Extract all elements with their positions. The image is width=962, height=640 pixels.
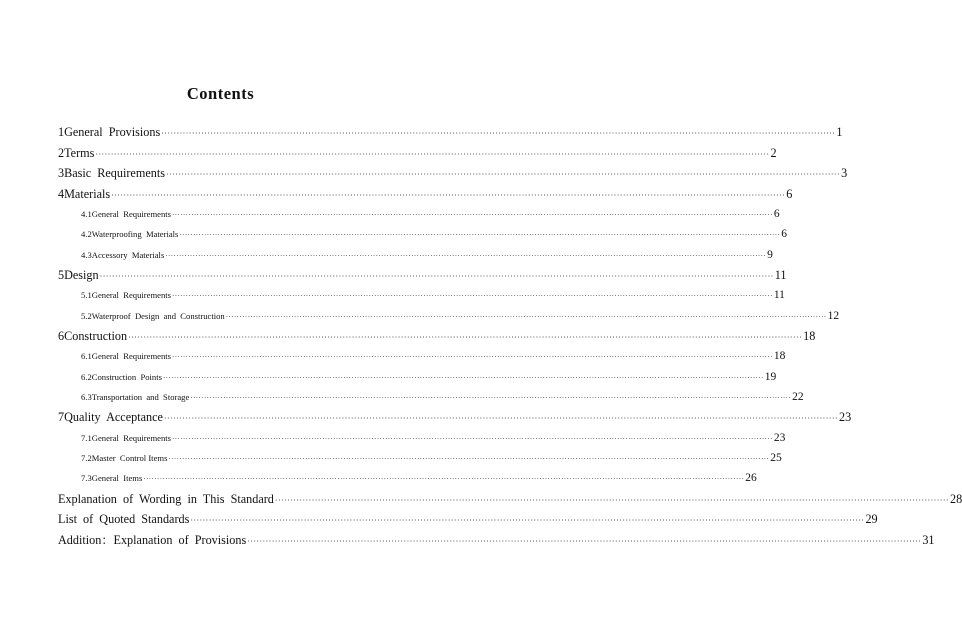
toc-entry-page-number: 2 bbox=[770, 145, 777, 160]
toc-entry-number: 6.1 bbox=[81, 351, 92, 362]
toc-entry-number: 6.2 bbox=[81, 371, 92, 382]
toc-subentry[interactable] bbox=[58, 448, 782, 468]
dot-leader: ···························································································································································································································· bbox=[274, 495, 949, 505]
toc-subentry[interactable] bbox=[58, 245, 773, 265]
toc-entry-page-number: 28 bbox=[949, 491, 962, 506]
dot-leader: ···························································································································································································································· bbox=[225, 312, 827, 321]
toc-entry[interactable] bbox=[58, 407, 852, 428]
toc-subentry[interactable] bbox=[58, 428, 786, 448]
toc-entry-number: 5.1 bbox=[81, 290, 92, 301]
toc-entry-page-number: 22 bbox=[792, 391, 804, 404]
table-of-contents bbox=[58, 122, 962, 550]
dot-leader: ···························································································································································································································· bbox=[128, 332, 803, 342]
dot-leader: ···························································································································································································································· bbox=[161, 129, 836, 138]
toc-entry-number: 4.3 bbox=[81, 249, 92, 260]
toc-entry[interactable] bbox=[58, 509, 878, 530]
toc-entry-label: General Items bbox=[91, 473, 143, 484]
toc-entry-page-number: 29 bbox=[865, 512, 878, 527]
toc-entry-number: 6.3 bbox=[81, 392, 92, 403]
dot-leader: ···························································································································································································································· bbox=[95, 149, 770, 159]
toc-subentry[interactable] bbox=[58, 468, 757, 488]
toc-entry-label: Construction bbox=[64, 328, 128, 343]
toc-subentry[interactable] bbox=[58, 346, 786, 366]
toc-entry-label: Terms bbox=[64, 145, 95, 160]
toc-entry-page-number: 1 bbox=[836, 125, 843, 139]
toc-entry-page-number: 25 bbox=[770, 452, 782, 465]
toc-entry-label: List of Quoted Standards bbox=[58, 512, 190, 527]
toc-entry-number: 5 bbox=[58, 267, 65, 282]
toc-entry[interactable] bbox=[58, 143, 777, 164]
toc-entry-number: 2 bbox=[58, 145, 65, 160]
toc-subentry[interactable] bbox=[58, 387, 804, 407]
dot-leader: ···························································································································································································································· bbox=[162, 373, 764, 382]
toc-entry-label: Materials bbox=[64, 186, 111, 201]
toc-entry-page-number: 11 bbox=[774, 267, 787, 282]
dot-leader: ···························································································································································································································· bbox=[171, 353, 773, 362]
toc-entry-number: 1 bbox=[58, 125, 65, 139]
dot-leader: ···························································································································································································································· bbox=[171, 211, 773, 219]
toc-entry-label: Accessory Materials bbox=[91, 249, 165, 260]
toc-entry-label: General Requirements bbox=[91, 209, 171, 219]
toc-entry[interactable] bbox=[58, 163, 848, 184]
dot-leader: ···························································································································································································································· bbox=[179, 231, 781, 240]
toc-entry-label: Waterproofing Materials bbox=[91, 229, 179, 240]
dot-leader: ···························································································································································································································· bbox=[171, 434, 773, 443]
toc-entry-page-number: 18 bbox=[773, 350, 786, 363]
toc-subentry[interactable] bbox=[58, 306, 840, 326]
toc-entry-page-number: 23 bbox=[839, 410, 852, 425]
dot-leader: ···························································································································································································································· bbox=[165, 170, 841, 179]
dot-leader: ···························································································································································································································· bbox=[143, 475, 745, 484]
toc-entry-number: 7.2 bbox=[81, 453, 92, 464]
toc-subentry[interactable] bbox=[58, 285, 785, 305]
toc-entry-label: Explanation of Wording in This Standard bbox=[58, 491, 274, 506]
dot-leader: ···························································································································································································································· bbox=[163, 414, 838, 424]
toc-entry-label: General Requirements bbox=[91, 432, 171, 443]
dot-leader: ···························································································································································································································· bbox=[165, 251, 767, 260]
toc-entry-page-number: 9 bbox=[767, 248, 773, 261]
toc-entry-page-number: 12 bbox=[827, 309, 840, 322]
toc-entry-number: 7 bbox=[58, 410, 65, 425]
toc-entry-number: 6 bbox=[58, 328, 65, 343]
toc-entry-number: 7.1 bbox=[81, 432, 92, 443]
dot-leader: ···························································································································································································································· bbox=[111, 190, 786, 200]
toc-subentry[interactable] bbox=[58, 224, 787, 244]
toc-entry-number: 4 bbox=[58, 186, 65, 201]
toc-entry-page-number: 6 bbox=[773, 208, 780, 220]
toc-entry-page-number: 3 bbox=[841, 166, 848, 180]
toc-entry-page-number: 6 bbox=[781, 228, 787, 241]
dot-leader: ···························································································································································································································· bbox=[247, 536, 922, 546]
toc-entry-label: Transportation and Storage bbox=[91, 392, 190, 403]
toc-entry-number: 4.2 bbox=[81, 229, 92, 240]
toc-entry[interactable] bbox=[58, 265, 787, 286]
toc-entry-page-number: 11 bbox=[773, 289, 785, 302]
toc-entry-label: Construction Points bbox=[91, 371, 162, 382]
toc-entry[interactable] bbox=[58, 326, 816, 347]
toc-entry[interactable] bbox=[58, 122, 843, 143]
toc-entry-number: 7.3 bbox=[81, 473, 92, 484]
toc-entry-page-number: 31 bbox=[922, 532, 935, 547]
toc-entry-number: 3 bbox=[58, 166, 65, 180]
dot-leader: ···························································································································································································································· bbox=[171, 292, 773, 301]
toc-entry-page-number: 23 bbox=[773, 431, 786, 444]
dot-leader: ···························································································································································································································· bbox=[190, 394, 792, 403]
toc-entry-label: General Requirements bbox=[91, 290, 171, 301]
toc-entry-label: Waterproof Design and Construction bbox=[91, 310, 225, 321]
toc-entry-page-number: 26 bbox=[745, 472, 757, 485]
toc-subentry[interactable] bbox=[58, 367, 777, 387]
toc-entry-number: 4.1 bbox=[81, 209, 92, 219]
toc-entry[interactable] bbox=[58, 489, 962, 510]
dot-leader: ···························································································································································································································· bbox=[168, 455, 770, 464]
toc-entry[interactable] bbox=[58, 530, 935, 551]
toc-entry-page-number: 19 bbox=[764, 370, 777, 383]
toc-entry-label: Master Control Items bbox=[91, 453, 168, 464]
toc-entry-number: 5.2 bbox=[81, 310, 92, 321]
toc-entry-label: General Provisions bbox=[64, 125, 161, 139]
toc-entry-page-number: 18 bbox=[803, 328, 816, 343]
toc-entry[interactable] bbox=[58, 184, 793, 205]
toc-entry-label: Basic Requirements bbox=[64, 166, 165, 180]
toc-entry-label: Design bbox=[64, 267, 99, 282]
dot-leader: ···························································································································································································································· bbox=[99, 271, 774, 281]
toc-entry-page-number: 6 bbox=[786, 186, 793, 201]
toc-entry-label: Addition：Explanation of Provisions bbox=[58, 532, 247, 547]
contents-title: Contents bbox=[186, 84, 255, 103]
toc-subentry[interactable] bbox=[58, 204, 780, 224]
toc-entry-label: Quality Acceptance bbox=[64, 410, 163, 425]
toc-entry-label: General Requirements bbox=[91, 351, 171, 362]
dot-leader: ···························································································································································································································· bbox=[190, 516, 865, 526]
